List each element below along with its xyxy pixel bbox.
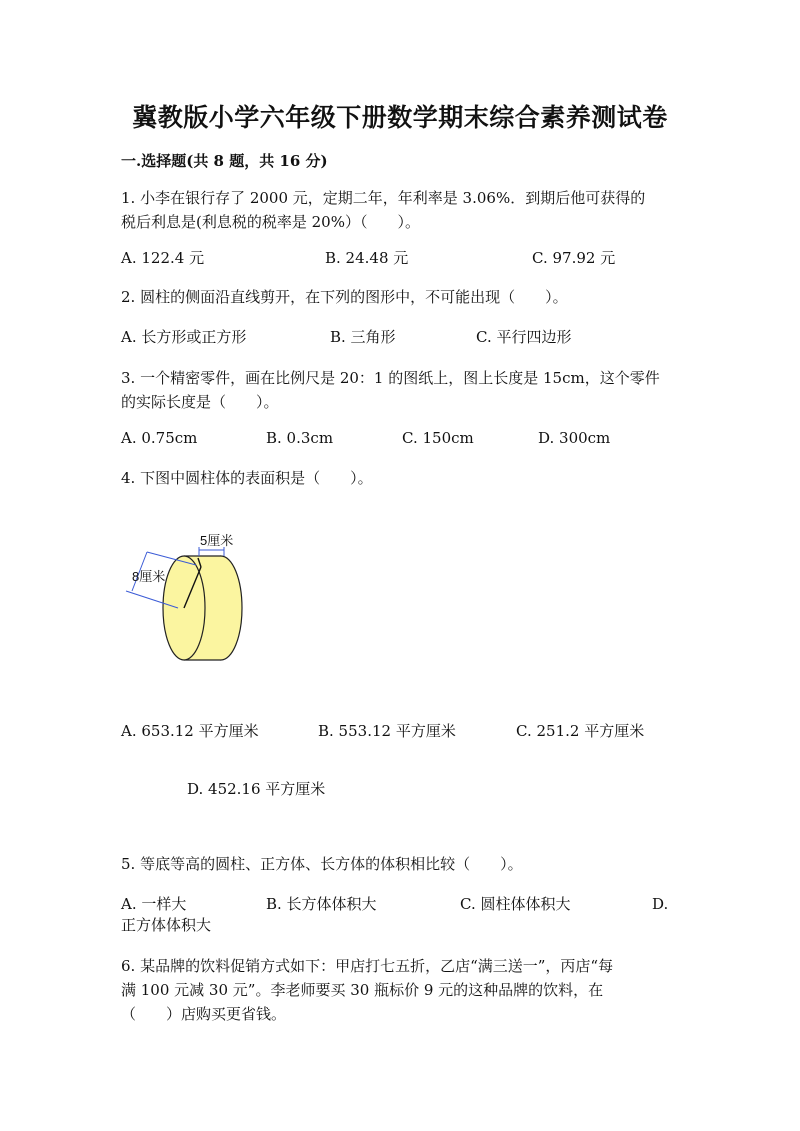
question-4-option-a: A. 653.12 平方厘米 <box>121 722 259 740</box>
question-5-option-d-text: 正方体体积大 <box>121 916 212 934</box>
question-5-line-1: 5. 等底等高的圆柱、正方体、长方体的体积相比较（ ）。 <box>121 855 523 873</box>
question-4-option-c: C. 251.2 平方厘米 <box>516 722 645 740</box>
question-1-line-1: 1. 小李在银行存了 2000 元，定期二年，年利率是 3.06%．到期后他可获得的 <box>121 189 646 207</box>
question-3-option-d: D. 300cm <box>538 429 611 447</box>
section-heading: 一.选择题(共 8 题，共 16 分) <box>121 152 328 170</box>
question-2-option-b: B. 三角形 <box>330 328 396 346</box>
question-5-option-d-letter: D. <box>652 895 669 913</box>
question-1 <box>121 186 645 234</box>
question-6-line-3: （ ）店购买更省钱。 <box>121 1005 287 1023</box>
question-3-option-c: C. 150cm <box>402 429 474 447</box>
question-1-line-2: 税后利息是(利息税的税率是 20%）（ ）。 <box>121 213 420 231</box>
question-6-line-1: 6. 某品牌的饮料促销方式如下：甲店打七五折，乙店“满三送一”，丙店“每 <box>121 957 614 975</box>
question-5-option-b: B. 长方体体积大 <box>266 895 377 913</box>
question-6 <box>121 954 613 1026</box>
question-2-line-1: 2. 圆柱的侧面沿直线剪开，在下列的图形中，不可能出现（ ）。 <box>121 288 568 306</box>
question-1-option-b: B. 24.48 元 <box>325 249 409 267</box>
label-height: 8厘米 <box>132 569 166 584</box>
question-4-option-b: B. 553.12 平方厘米 <box>318 722 456 740</box>
cylinder-diagram <box>120 525 260 680</box>
question-4-option-d: D. 452.16 平方厘米 <box>187 780 326 798</box>
page-title: 冀教版小学六年级下册数学期末综合素养测试卷 <box>132 103 668 132</box>
question-3-option-b: B. 0.3cm <box>266 429 334 447</box>
label-radius: 5厘米 <box>200 533 234 548</box>
question-5-option-a: A. 一样大 <box>121 895 187 913</box>
question-6-line-2: 满 100 元减 30 元”。李老师要买 30 瓶标价 9 元的这种品牌的饮料，在 <box>121 981 604 999</box>
question-3-line-2: 的实际长度是（ ）。 <box>121 393 279 411</box>
question-2-option-a: A. 长方形或正方形 <box>121 328 247 346</box>
question-2-option-c: C. 平行四边形 <box>476 328 572 346</box>
question-3-option-a: A. 0.75cm <box>121 429 198 447</box>
question-3-line-1: 3. 一个精密零件，画在比例尺是 20：1 的图纸上，图上长度是 15cm，这个零件 <box>121 369 660 387</box>
question-1-option-a: A. 122.4 元 <box>121 249 205 267</box>
question-1-option-c: C. 97.92 元 <box>532 249 616 267</box>
cylinder-figure <box>120 525 260 680</box>
question-3 <box>121 366 660 414</box>
question-5-option-c: C. 圆柱体体积大 <box>460 895 571 913</box>
question-4-line-1: 4. 下图中圆柱体的表面积是（ ）。 <box>121 469 373 487</box>
